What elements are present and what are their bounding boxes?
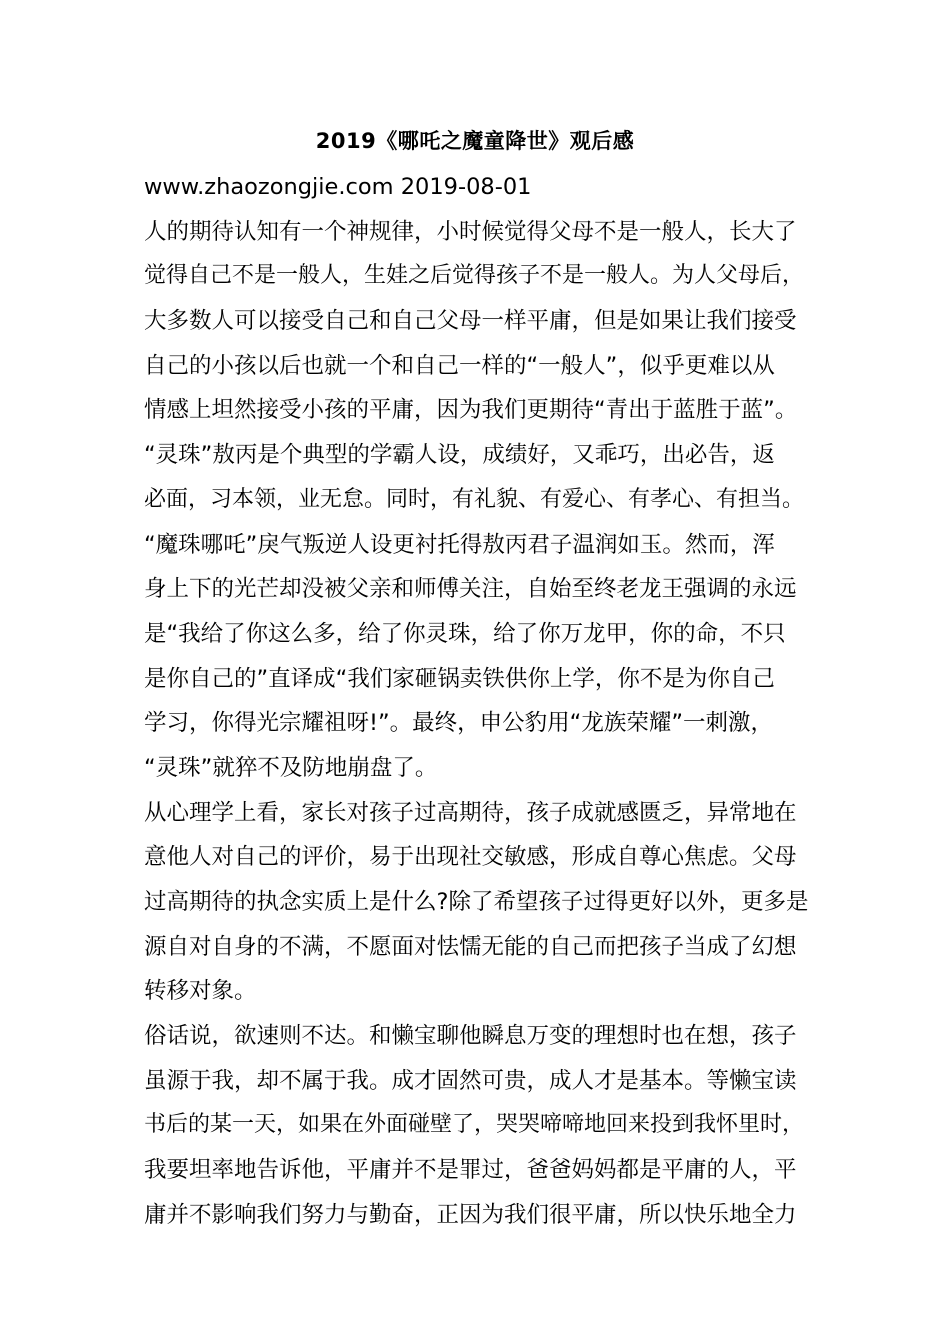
text-line: 源自对自身的不满，不愿面对怯懦无能的自己而把孩子当成了幻想 bbox=[144, 933, 797, 960]
text-line: 是“我给了你这么多，给了你灵珠，给了你万龙甲，你的命，不只 bbox=[144, 620, 786, 647]
text-line: 觉得自己不是一般人，生娃之后觉得孩子不是一般人。为人父母后， bbox=[144, 263, 805, 289]
text-line: 虽源于我，却不属于我。成才固然可贵，成人才是基本。等懒宝读 bbox=[144, 1067, 797, 1094]
text-line: 必面，习本领，业无怠。同时，有礼貌、有爱心、有孝心、有担当。 bbox=[144, 486, 805, 512]
text-line: 是你自己的”直译成“我们家砸锅卖铁供你上学，你不是为你自己 bbox=[144, 665, 775, 692]
text-line: “灵珠”就猝不及防地崩盘了。 bbox=[144, 754, 438, 781]
text-line: 俗话说，欲速则不达。和懒宝聊他瞬息万变的理想时也在想，孩子 bbox=[144, 1023, 797, 1050]
text-line: 庸并不影响我们努力与勤奋，正因为我们很平庸，所以快乐地全力 bbox=[144, 1201, 797, 1228]
source-line: www.zhaozongjie.com 2019-08-01 bbox=[144, 174, 532, 200]
text-line: 身上下的光芒却没被父亲和师傅关注，自始至终老龙王强调的永远 bbox=[144, 576, 797, 603]
text-line: 我要坦率地告诉他，平庸并不是罪过，爸爸妈妈都是平庸的人，平 bbox=[144, 1157, 797, 1184]
text-line: “魔珠哪吒”戾气叛逆人设更衬托得敖丙君子温润如玉。然而，浑 bbox=[144, 531, 775, 558]
text-line: 情感上坦然接受小孩的平庸，因为我们更期待“青出于蓝胜于蓝”。 bbox=[144, 397, 798, 424]
text-line: 自己的小孩以后也就一个和自己一样的“一般人”，似乎更难以从 bbox=[144, 352, 775, 379]
text-line: 学习，你得光宗耀祖呀!”。最终，申公豹用“龙族荣耀”一刺激， bbox=[144, 710, 773, 737]
text-line: 大多数人可以接受自己和自己父母一样平庸，但是如果让我们接受 bbox=[144, 308, 797, 335]
text-line: 人的期待认知有一个神规律，小时候觉得父母不是一般人，长大了 bbox=[144, 218, 797, 245]
text-line: 过高期待的执念实质上是什么?除了希望孩子过得更好以外，更多是 bbox=[144, 889, 809, 915]
text-line: 意他人对自己的评价，易于出现社交敏感，形成自尊心焦虑。父母 bbox=[144, 844, 797, 871]
document-body bbox=[144, 171, 814, 1244]
text-line: 从心理学上看，家长对孩子过高期待，孩子成就感匮乏，异常地在 bbox=[144, 799, 797, 826]
document-title: 2019《哪吒之魔童降世》观后感 bbox=[315, 129, 635, 153]
text-line: 书后的某一天，如果在外面碰壁了，哭哭啼啼地回来投到我怀里时， bbox=[144, 1112, 805, 1138]
text-line: 转移对象。 bbox=[144, 978, 257, 1005]
text-line: “灵珠”敖丙是个典型的学霸人设，成绩好，又乖巧，出必告，返 bbox=[144, 442, 775, 469]
